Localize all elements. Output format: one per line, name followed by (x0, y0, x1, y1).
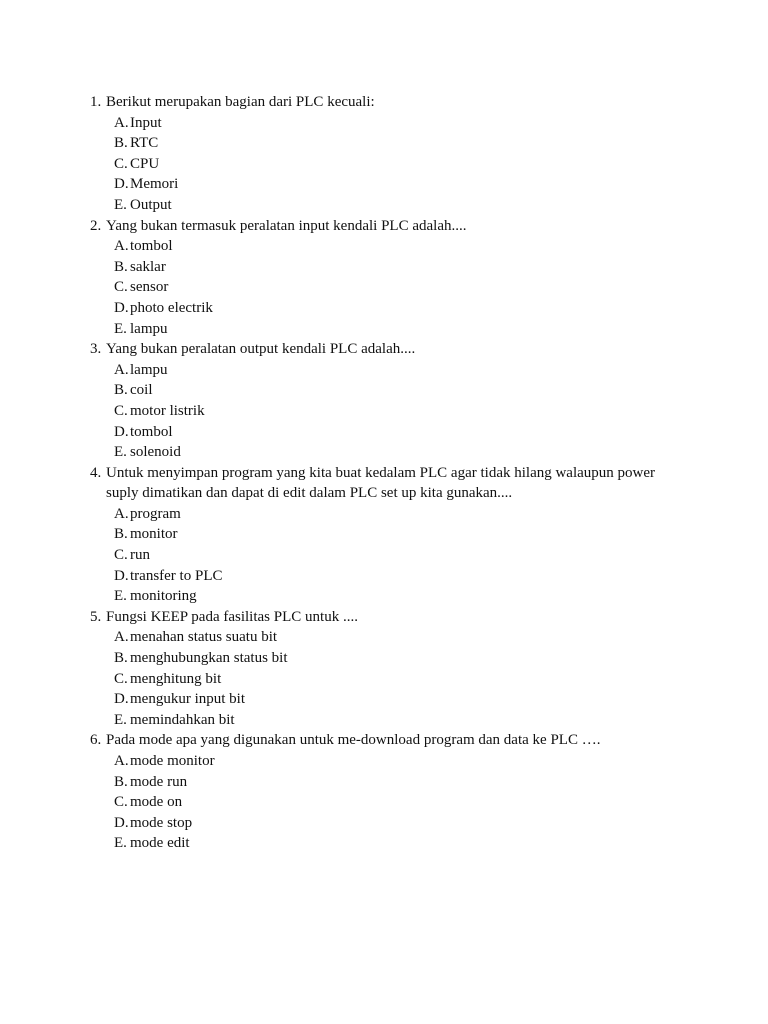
option-b (114, 380, 690, 401)
option-c (114, 277, 690, 298)
option-text: mode monitor (130, 753, 215, 769)
option-a (114, 236, 690, 257)
option-text: transfer to PLC (130, 567, 223, 584)
question-number: 3. (90, 341, 102, 358)
option-letter: A. (114, 114, 129, 131)
option-letter: D. (114, 176, 129, 193)
option-e (114, 442, 690, 463)
option-letter: E. (114, 320, 127, 337)
option-text: RTC (130, 135, 159, 152)
option-letter: C. (114, 670, 128, 687)
question-line (90, 463, 690, 504)
option-a (114, 751, 690, 772)
option-letter: C. (114, 794, 128, 811)
option-letter: D. (114, 567, 129, 584)
option-letter: D. (114, 691, 129, 708)
option-a (114, 627, 690, 648)
option-letter: B. (114, 650, 128, 667)
option-text: mode run (130, 773, 188, 790)
option-letter: D. (114, 299, 129, 316)
option-letter: C. (114, 155, 128, 172)
option-c (114, 792, 690, 813)
option-c (114, 669, 690, 690)
question-3 (90, 339, 690, 463)
option-letter: E. (114, 196, 127, 213)
option-e (114, 195, 690, 216)
question-line (90, 607, 690, 628)
question-text: Fungsi KEEP pada fasilitas PLC untuk .... (106, 608, 358, 625)
option-list (90, 360, 690, 463)
option-text: program (130, 505, 181, 522)
option-d (114, 298, 690, 319)
option-letter: E. (114, 444, 127, 461)
option-text: Input (130, 114, 162, 131)
option-e (114, 833, 690, 854)
question-number: 1. (90, 94, 102, 110)
option-b (114, 772, 690, 793)
option-letter: E. (114, 835, 127, 852)
option-text: menghitung bit (130, 670, 222, 687)
option-text: lampu (130, 320, 168, 337)
option-text: memindahkan bit (130, 711, 235, 728)
option-letter: A. (114, 238, 129, 255)
option-text: sensor (130, 279, 169, 296)
option-letter: D. (114, 423, 129, 440)
option-text: menghubungkan status bit (130, 650, 288, 667)
option-letter: C. (114, 402, 128, 419)
option-d (114, 422, 690, 443)
question-5 (90, 607, 690, 731)
option-letter: E. (114, 711, 127, 728)
option-text: run (130, 547, 150, 564)
question-line (90, 339, 690, 360)
option-letter: C. (114, 547, 128, 564)
question-number: 2. (90, 217, 102, 234)
option-text: tombol (130, 423, 173, 440)
question-line (90, 216, 690, 237)
option-e (114, 586, 690, 607)
option-a (114, 504, 690, 525)
option-b (114, 133, 690, 154)
option-text: saklar (130, 258, 166, 275)
option-letter: C. (114, 279, 128, 296)
question-text: Pada mode apa yang digunakan untuk me-download program dan data ke PLC …. (106, 732, 601, 749)
option-a (114, 113, 690, 134)
option-letter: D. (114, 814, 129, 831)
option-letter: A. (114, 629, 129, 646)
option-list (90, 236, 690, 339)
option-b (114, 648, 690, 669)
option-text: Memori (130, 176, 179, 193)
option-b (114, 257, 690, 278)
question-text: Berikut merupakan bagian dari PLC kecuali: (106, 94, 375, 110)
option-letter: A. (114, 361, 129, 378)
option-letter: E. (114, 588, 127, 605)
question-line (90, 730, 690, 751)
option-letter: B. (114, 382, 128, 399)
option-text: solenoid (130, 444, 181, 461)
question-number: 4. (90, 464, 102, 481)
question-line (90, 92, 690, 113)
option-text: mode stop (130, 814, 193, 831)
option-e (114, 710, 690, 731)
option-list (90, 113, 690, 216)
option-text: coil (130, 382, 153, 399)
option-letter: B. (114, 526, 128, 543)
option-text: photo electrik (130, 299, 213, 316)
question-text: Yang bukan peralatan output kendali PLC adalah.... (106, 341, 416, 358)
option-text: CPU (130, 155, 160, 172)
option-b (114, 524, 690, 545)
question-text: Yang bukan termasuk peralatan input kendali PLC adalah.... (106, 217, 467, 234)
option-list (90, 504, 690, 607)
option-d (114, 566, 690, 587)
option-letter: B. (114, 773, 128, 790)
option-list (90, 627, 690, 730)
option-text: mode on (130, 794, 183, 811)
option-text: tombol (130, 238, 173, 255)
option-letter: A. (114, 753, 129, 769)
option-letter: A. (114, 505, 129, 522)
option-text: lampu (130, 361, 168, 378)
option-d (114, 813, 690, 834)
option-text: mengukur input bit (130, 691, 245, 708)
option-letter: B. (114, 258, 128, 275)
question-text: Untuk menyimpan program yang kita buat kedalam PLC agar tidak hilang walaupun power suply dimatikan dan dapat di edit dalam PLC set up kita gunakan.... (106, 464, 656, 502)
option-text: monitoring (130, 588, 197, 605)
option-c (114, 401, 690, 422)
option-a (114, 360, 690, 381)
question-2 (90, 216, 690, 340)
option-d (114, 174, 690, 195)
option-list (90, 751, 690, 854)
option-e (114, 319, 690, 340)
option-c (114, 154, 690, 175)
question-6 (90, 730, 690, 854)
question-list (90, 92, 690, 854)
question-4 (90, 463, 690, 607)
question-number: 6. (90, 732, 102, 749)
option-text: mode edit (130, 835, 190, 852)
question-number: 5. (90, 608, 102, 625)
option-text: monitor (130, 526, 178, 543)
question-1 (90, 92, 690, 216)
option-letter: B. (114, 135, 128, 152)
option-text: Output (130, 196, 172, 213)
option-c (114, 545, 690, 566)
option-text: menahan status suatu bit (130, 629, 278, 646)
option-d (114, 689, 690, 710)
option-text: motor listrik (130, 402, 205, 419)
